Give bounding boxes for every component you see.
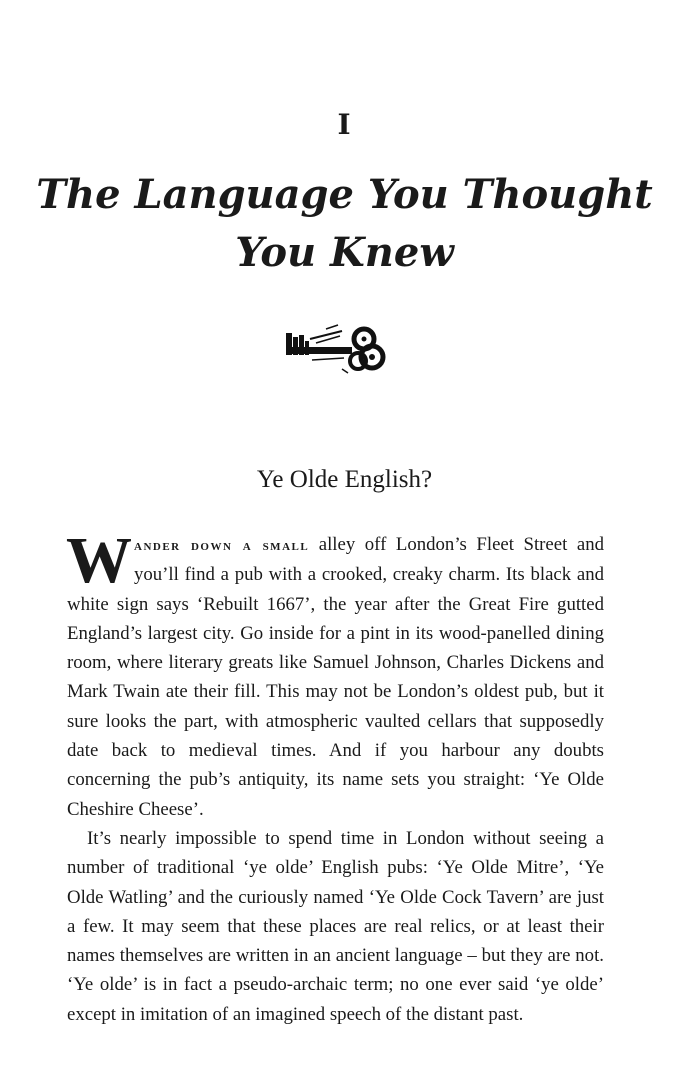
section-heading: Ye Olde English?	[256, 466, 433, 493]
chapter-title	[0, 166, 689, 282]
key-icon	[282, 315, 392, 381]
paragraph-2: It’s nearly impossible to spend time in London without seeing a number of traditional ‘ye olde’ English pubs: ‘Ye Olde Mitre’, ‘Ye Olde Watling’ and the curiously named ‘Ye Olde Cock Tavern’ are just a few. It may seem that these places are real relics, or at least their names themselves are written in an ancient language – but they are not. ‘Ye olde’ is in fact a pseudo-archaic term; no one ever said ‘ye olde’ except in imitation of an imagined speech of the distant past.	[67, 827, 604, 1025]
lead-in-smallcaps: ander down a small	[134, 537, 310, 554]
paragraph-1-text: alley off London’s Fleet Street and you’ll find a pub with a crooked, creaky charm. Its black and white sign says ‘Rebuilt 1667’, the year after the Great Fire gutted England’s largest city. Go inside for a pint in its wood-panelled dining room, where literary greats like Samuel Johnson, Charles Dickens and Mark Twain ate their fill. This may not be London’s oldest pub, but it sure looks the part, with atmospheric vaulted cellars that supposedly date back to medieval times. And if you harbour any doubts concerning the pub’s antiquity, its name sets you straight: ‘Ye Olde Cheshire Cheese’.	[67, 534, 604, 820]
chapter-number: I	[337, 108, 352, 141]
chapter-title-line-2: You Knew	[235, 229, 454, 276]
body-text	[66, 524, 604, 1029]
chapter-title-line-1: The Language You Thought	[36, 171, 653, 218]
drop-cap: W	[66, 524, 132, 597]
paragraph-1	[66, 524, 604, 824]
